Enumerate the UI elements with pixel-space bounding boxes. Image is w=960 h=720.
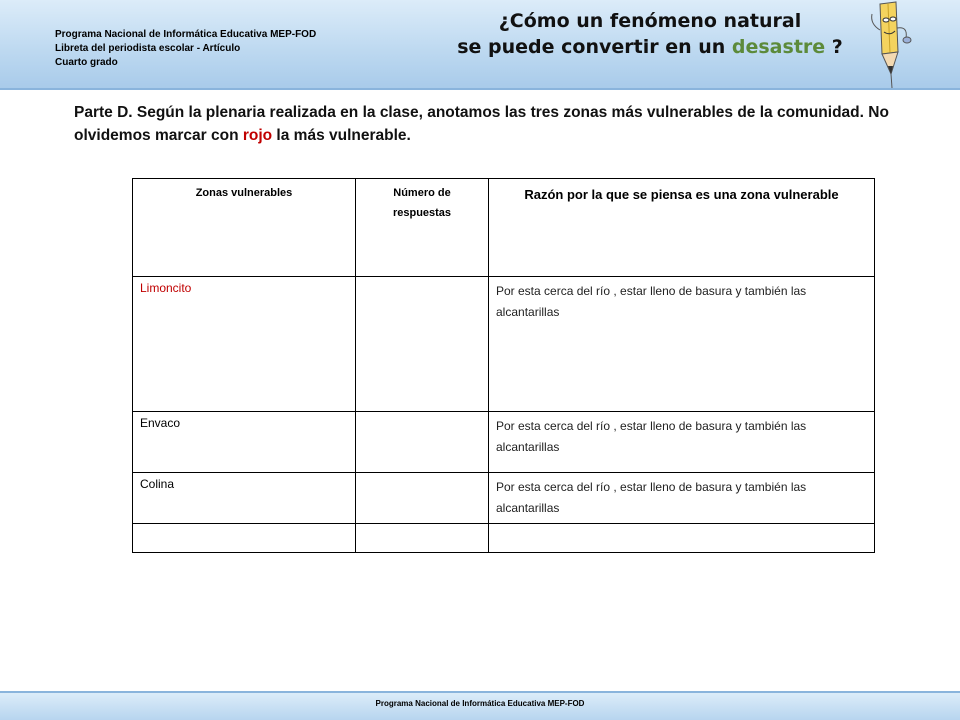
- header-zones: Zonas vulnerables: [133, 179, 356, 277]
- instruction-text: [74, 101, 934, 147]
- grade-line: Cuarto grado: [55, 57, 118, 68]
- header-banner: [0, 0, 960, 90]
- vulnerable-zones-table: [132, 178, 875, 553]
- count-cell[interactable]: [356, 524, 489, 553]
- zone-cell: Colina: [133, 473, 356, 524]
- reason-text: Por esta cerca del río , estar lleno de basura y también las alcantarillas: [496, 284, 807, 319]
- header-count: Número de respuestas: [356, 179, 489, 277]
- title-highlight-word: desastre: [731, 36, 826, 58]
- reason-text: Por esta cerca del río , estar lleno de basura y también las alcantarillas: [496, 480, 807, 515]
- instruction-red-word: rojo: [242, 127, 273, 144]
- count-cell[interactable]: [356, 473, 489, 524]
- instruction-part-1: Parte D. Según la plenaria realizada en la clase, anotamos las tres zonas más vulnerables de la comunidad. No olvidemos marcar con: [74, 104, 889, 144]
- table-row: [133, 277, 875, 412]
- reason-cell[interactable]: [489, 524, 875, 553]
- header-info: [55, 28, 316, 70]
- notebook-line: Libreta del periodista escolar - Artículo: [55, 43, 241, 54]
- table-row: [133, 473, 875, 524]
- count-cell[interactable]: [356, 412, 489, 473]
- title-line-2: [440, 34, 860, 60]
- program-line: Programa Nacional de Informática Educativa MEP-FOD: [55, 29, 317, 40]
- footer-banner: [0, 691, 960, 720]
- zone-cell: Limoncito: [133, 277, 356, 412]
- footer-text: Programa Nacional de Informática Educativa MEP-FOD: [375, 699, 585, 708]
- reason-cell: [489, 277, 875, 412]
- pencil-character-icon: [862, 0, 922, 90]
- header-reason: Razón por la que se piensa es una zona vulnerable: [489, 179, 875, 277]
- reason-cell: [489, 473, 875, 524]
- title-line-2-post: ?: [825, 36, 843, 58]
- page-title: [440, 8, 860, 60]
- instruction-part-2: la más vulnerable.: [272, 127, 411, 144]
- table-row: [133, 412, 875, 473]
- reason-cell: [489, 412, 875, 473]
- title-line-1: ¿Cómo un fenómeno natural: [498, 10, 802, 32]
- table-header-row: [133, 179, 875, 277]
- reason-text: Por esta cerca del río , estar lleno de basura y también las alcantarillas: [496, 419, 807, 454]
- zone-cell[interactable]: [133, 524, 356, 553]
- table-row: [133, 524, 875, 553]
- zone-cell: Envaco: [133, 412, 356, 473]
- title-line-2-pre: se puede convertir en un: [457, 36, 732, 58]
- count-cell[interactable]: [356, 277, 489, 412]
